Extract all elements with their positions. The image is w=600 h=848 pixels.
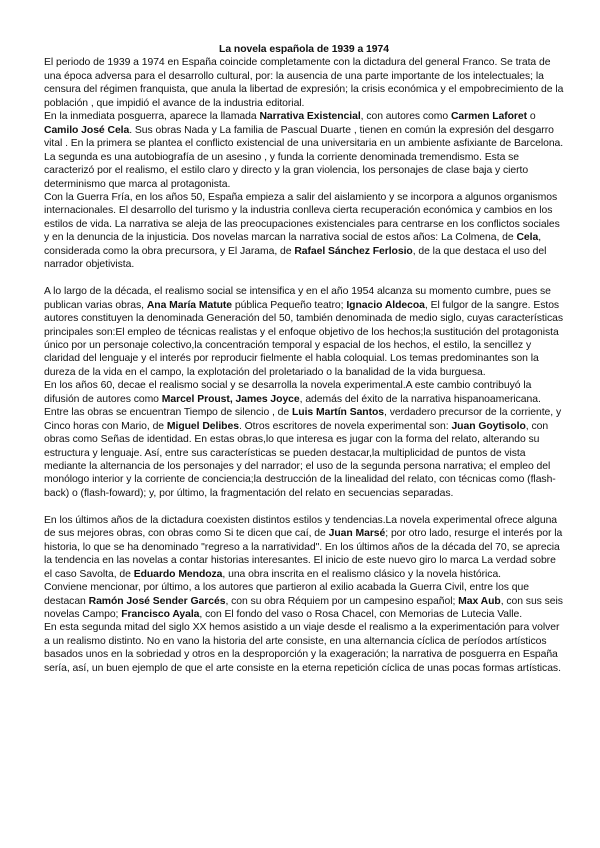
paragraph-text: ; por otro lado, resurge el interés por la historia, lo que se ha denominado "regreso a la narratividad". En los últimos años de la década del 70, se aprecia la tendencia en las novelas a contar historias interesantes. El inicio de este nuevo giro lo marca La verdad sobre el caso Savolta, de bbox=[44, 528, 563, 580]
paragraph-text: , considerada como la obra precursora, y El Jarama, de bbox=[44, 232, 542, 257]
author-name: Juan Marsé bbox=[328, 528, 386, 540]
author-name: Ramón José Sender Garcés bbox=[88, 595, 226, 607]
paragraph-text: pública Pequeño teatro; bbox=[232, 299, 347, 311]
author-name: Marcel Proust, James Joyce bbox=[161, 393, 300, 405]
bold-term: Narrativa Existencial bbox=[259, 111, 361, 123]
author-name: Luis Martín Santos bbox=[291, 407, 385, 419]
paragraph-text: En la inmediata posguerra, aparece la llamada bbox=[44, 111, 260, 123]
paragraph-text: El periodo de 1939 a 1974 en España coincide completamente con la dictadura del general Franco. Se trata de una época adversa para el desarrollo cultural, por: la ausencia de una parte importante de los intelectuales; la censura del régimen franquista, que anula la libertad de expresión; la crisis económica y el empobrecimiento de la población , que impidió el avance de la industria editorial. bbox=[44, 57, 564, 109]
paragraph-gap bbox=[44, 500, 564, 513]
paragraph-text: Con la Guerra Fría, en los años 50, España empieza a salir del aislamiento y se incorpora a algunos organismos internacionales. El desarrollo del turismo y la industria conlleva cierta recuperación económica y cambios en los estilos de vida. La narrativa se aleja de las preocupaciones existenciales para centrarse en los conflictos sociales y en la denuncia de la injusticia. Dos novelas marcan la narrativa social de estos años: La Colmena, de bbox=[44, 191, 560, 244]
author-name: Francisco Ayala bbox=[121, 609, 200, 620]
paragraph-gap bbox=[44, 272, 564, 285]
paragraph-text: , de la que destaca el uso del narrador objetivista. bbox=[44, 245, 547, 271]
author-name: Ana María Matute bbox=[146, 299, 233, 311]
paragraph-text: , con obras como Señas de identidad. En estas obras,lo que interesa es jugar con la forma del relato, alterando su estructura y lenguaje. Así, entre sus características se pueden destacar,la multiplicidad de puntos de vista mediante la alternancia de los personajes y del narrador; el uso de la segunda persona narrativa; el empleo del monólogo interior y la corriente de conciencia;la destrucción de la linealidad del relato, con técnicas como (flash-back) o (flash-foward); y, por último, la fragmentación del relato en secuencias separadas. bbox=[44, 420, 556, 499]
author-name: Camilo José Cela bbox=[44, 124, 130, 136]
paragraph-text: , verdadero precursor de la corriente, y Cinco horas con Mario, de bbox=[44, 407, 562, 432]
paragraph-sesenta bbox=[44, 379, 564, 500]
author-name: Rafael Sánchez Ferlosio bbox=[294, 245, 413, 257]
author-name: Eduardo Mendoza bbox=[133, 568, 223, 580]
author-name: Miguel Delibes bbox=[166, 420, 239, 432]
author-name: Max Aub bbox=[458, 595, 501, 607]
paragraph-text: , con El fondo del vaso o Rosa Chacel, con Memorias de Lutecia Valle. bbox=[199, 609, 523, 620]
paragraph-text: , además del éxito de la narrativa hispanoamericana. Entre las obras se encuentran Tiempo de silencio , de bbox=[44, 393, 541, 419]
paragraph-guerra-fria bbox=[44, 191, 564, 272]
paragraph-text: , con autores como bbox=[360, 111, 451, 123]
paragraph-posguerra bbox=[44, 110, 564, 191]
author-name: Ignacio Aldecoa bbox=[346, 299, 425, 311]
paragraph-text: , El fulgor de la sangre. Estos autores constituyen la denominada Generación del 50, también denominada de medio siglo, cuyas características principales son:El empleo de técnicas realistas y el enfoque objetivo de los hechos;la sustitución del protagonista único por un personaje colectivo,la concentración temporal y espacial de los hechos, el estilo, la sencillez y claridad del lenguaje y el interés por reproducir fielmente el habla coloquial. Los temas predominantes son la dureza de la vida en el campo, la explotación del proletariado o la banalidad de la vida burguesa. bbox=[44, 299, 564, 378]
author-name: Carmen Laforet bbox=[450, 111, 528, 123]
page-title: La novela española de 1939 a 1974 bbox=[219, 44, 389, 55]
paragraph-text: En los últimos años de la dictadura coexisten distintos estilos y tendencias.La novela experimental ofrece alguna de sus mejores obras, con obras como Si te dicen que caí, de bbox=[44, 514, 558, 540]
paragraph-text: . Otros escritores de novela experimental son: bbox=[238, 420, 452, 432]
paragraph-intro bbox=[44, 56, 564, 110]
paragraph-conclusion bbox=[44, 621, 564, 675]
paragraph-text: A lo largo de la década, el realismo social se intensifica y en el año 1954 alcanza su momento cumbre, pues se publican varias obras, bbox=[44, 286, 551, 311]
paragraph-text: En los años 60, decae el realismo social y se desarrolla la novela experimental.A este cambio contribuyó la difusión de autores como bbox=[44, 380, 532, 405]
author-name: Cela bbox=[516, 232, 539, 244]
paragraph-decada bbox=[44, 285, 564, 379]
paragraph-text: o bbox=[527, 111, 536, 123]
paragraph-text: , con su obra Réquiem por un campesino español; bbox=[225, 595, 459, 607]
document-page bbox=[44, 43, 564, 675]
paragraph-text: , con sus seis novelas Campo; bbox=[44, 595, 563, 620]
paragraph-text: . Sus obras Nada y La familia de Pascual Duarte , tienen en común la expresión del desgarro vital . En la primera se plantea el conflicto existencial de una universitaria en un ambiente asfixiante de Barcelona. La segunda es una autobiografía de un asesino , y funda la corriente denominada tremendismo. Esta se caracterizó por el realismo, el estilo claro y directo y la gran violencia, los personajes de clase baja y cierto determinismo que marca al protagonista. bbox=[44, 124, 564, 190]
paragraph-text: En esta segunda mitad del siglo XX hemos asistido a un viaje desde el realismo a la experimentación para volver a un realismo distinto. No en vano la historia del arte consiste, en una alternancia cíclica de períodos artísticos basados unos en la sobriedad y otros en la desproporción y la exageración; la narrativa de posguerra en España sería, así, un buen ejemplo de que el arte consiste en la eterna repetición cíclica de unas pocas formas artísticas. bbox=[44, 622, 561, 674]
paragraph-text: , una obra inscrita en el realismo clásico y la novela histórica. bbox=[222, 568, 502, 580]
paragraph-text: Conviene mencionar, por último, a los autores que partieron al exilio acabada la Guerra Civil, entre los que destacan bbox=[44, 582, 529, 607]
paragraph-ultimos bbox=[44, 514, 564, 581]
author-name: Juan Goytisolo bbox=[451, 420, 526, 432]
paragraph-exilio bbox=[44, 581, 564, 621]
